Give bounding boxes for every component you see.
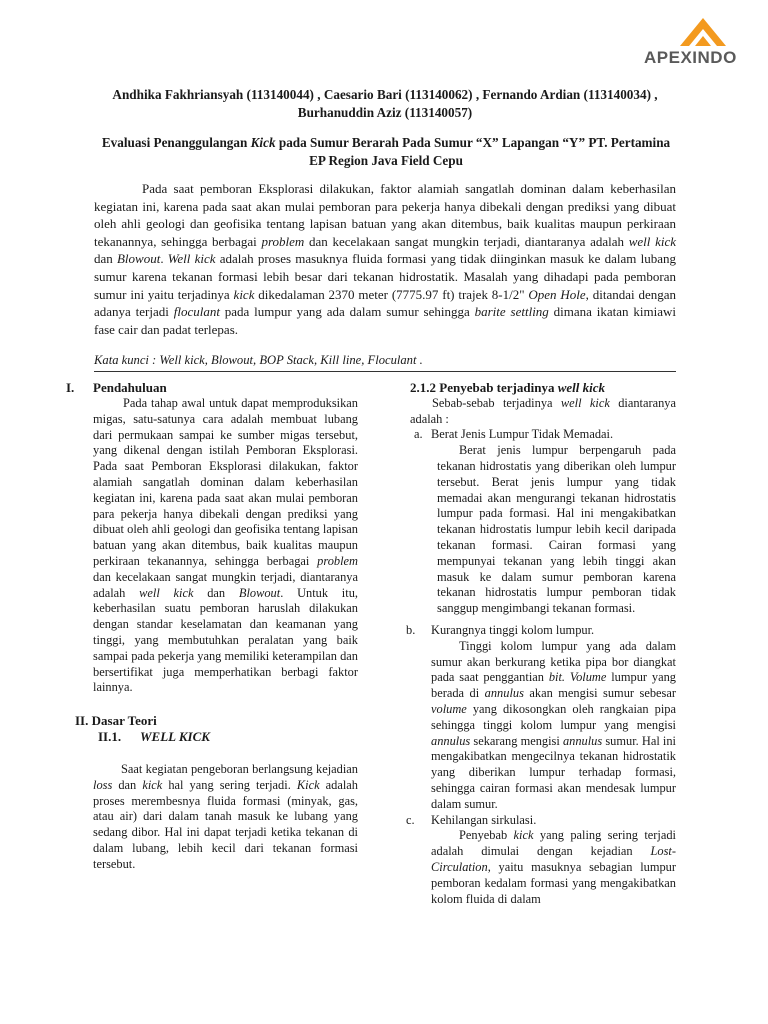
left-column (66, 380, 358, 873)
list-item-c (404, 813, 676, 829)
section-dasar-teori-heading: II. Dasar Teori (75, 713, 157, 729)
list-item-a-text: Berat jenis lumpur berpengaruh pada tekanan hidrostatis yang diberikan oleh lumpur tersebut. Berat jenis lumpur yang tidak memadai akan mengurangi tekanan hidrostatis lumpur pada formasi. Hal ini mengakibatkan tekanan hidrostatis lumpur lebih kecil daripada tekanan formasi. Cairan formasi yang mempunyai tekanan yang lebih tinggi akan masuk ke dalam sumur pemboran karena tekanan hidrostatis lumpur pemboran tidak sanggup mengimbangi tekanan formasi. (437, 443, 676, 616)
right-column (404, 380, 676, 907)
paper-title: Evaluasi Penanggulangan Kick pada Sumur Berarah Pada Sumur “X” Lapangan “Y” PT. Pertamina EP Region Java Field Cepu (101, 135, 671, 168)
list-marker: c. (406, 812, 415, 827)
logo-text: APEXINDO (644, 48, 737, 67)
list-item-title: Kurangnya tinggi kolom lumpur. (431, 622, 595, 637)
list-item-c-text: Penyebab kick yang paling sering terjadi adalah dimulai dengan kejadian Lost-Circulation, yaitu masuknya sebagian lumpur pemboran kedalam formasi yang mengakibatkan kolom fluida di dalam (431, 828, 676, 906)
apexindo-chevron-icon (680, 18, 726, 46)
keywords: Kata kunci : Well kick, Blowout, BOP Stack, Kill line, Floculant . (94, 353, 423, 367)
intro-paragraph: Pada tahap awal untuk dapat memproduksikan migas, satu-satunya cara adalah membuat lubang dari permukaan sampai ke sumber migas tersebut, yang dikenal dengan istilah Pemboran Eksplorasi. Pada saat Pemboran Eksplorasi dilakukan, faktor alamiah sangatlah dominan dalam keberhasilan kegiatan ini, karena pada saat akan mulai pemboran para pekerja hanya dibekali dengan prediksi yang dibuat oleh ahli geologi dan geofisika tentang lapisan batuan yang akan ditembus, baik kualitas maupun perkiraan tekanannya, sehingga berbagai problem dan kecelakaan sangat mungkin terjadi, diantaranya adalah well kick dan Blowout. Untuk itu, keberhasilan suatu pemboran haruslah dilakukan dengan standar keselamatan dan keamanan yang tinggi, yang membutuhkan peralatan yang baik sampai pada pekerja yang memiliki keterampilan dan bersertifikat juga memperhatikan berbagi faktor lainnya. (93, 396, 358, 695)
list-item-title: Kehilangan sirkulasi. (431, 812, 537, 827)
list-marker: b. (406, 622, 416, 637)
kick-paragraph: Saat kegiatan pengeboran berlangsung kejadian loss dan kick hal yang sering terjadi. Kick adalah proses merembesnya fluida formasi (minyak, gas, atau air) dari dalam tanah masuk ke lubang yang sedang dibor. Hal ini dapat terjadi ketika tekanan di dalam lubang, lebih kecil dari tekanan formasi tersebut. (93, 761, 358, 871)
subsection-well-kick-heading: II.1. WELL KICK (98, 728, 210, 744)
penyebab-intro: Sebab-sebab terjadinya well kick diantaranya adalah : (410, 395, 676, 426)
subsection-penyebab-heading: 2.1.2 Penyebab terjadinya well kick (410, 380, 605, 395)
abstract: Pada saat pemboran Eksplorasi dilakukan, faktor alamiah sangatlah dominan dalam keberhasilan kegiatan ini, karena pada saat akan mulai pemboran para pekerja hanya dibekali dengan prediksi yang dibuat oleh ahli geologi dan geofisika tentang lapisan batuan yang akan ditembus, baik kualitas maupun perkiraan tekanannya, sehingga berbagai problem dan kecelakaan sangat mungkin terjadi, diantaranya adalah well kick dan Blowout. Well kick adalah proses masuknya fluida formasi yang tidak diinginkan masuk ke dalam lubang sumur karena tekanan formasi lebih besar dari tekanan hidrostatik. Masalah yang dihadapi pada pemboran sumur ini yaitu terjadinya kick dikedalaman 2370 meter (7775.97 ft) trajek 8-1/2" Open Hole, ditandai dengan adanya terjadi floculant pada lumpur yang ada dalam sumur sehingga barite settling dimana ikatan kimiawi fase cair dan padat terlepas. (94, 181, 676, 337)
authors: Andhika Fakhriansyah (113140044) , Caesario Bari (113140062) , Fernando Ardian (113140034) , Burhanuddin Aziz (113140057) (112, 87, 658, 120)
apexindo-logo (644, 18, 768, 72)
list-item-title: Berat Jenis Lumpur Tidak Memadai. (431, 427, 614, 442)
section-pendahuluan-heading: I. Pendahuluan (66, 380, 167, 395)
list-item-a (404, 427, 676, 443)
list-marker: a. (414, 427, 423, 442)
list-item-b (404, 623, 676, 639)
keywords-divider (94, 371, 676, 372)
list-item-b-text: Tinggi kolom lumpur yang ada dalam sumur akan berkurang ketika pipa bor diangkat pada saat penggantian bit. Volume lumpur yang berada di annulus akan mengisi sumur sebesar volume yang dikosongkan oleh rangkaian pipa sehingga tinggi kolom lumpur yang mengisi annulus sekarang mengisi annulus sumur. Hal ini mengakibatkan mengecilnya tekanan hidrostatik yang diberikan lumpur terhadap formasi, sehingga cairan formasi akan mendesak lumpur dalam sumur. (431, 638, 676, 811)
